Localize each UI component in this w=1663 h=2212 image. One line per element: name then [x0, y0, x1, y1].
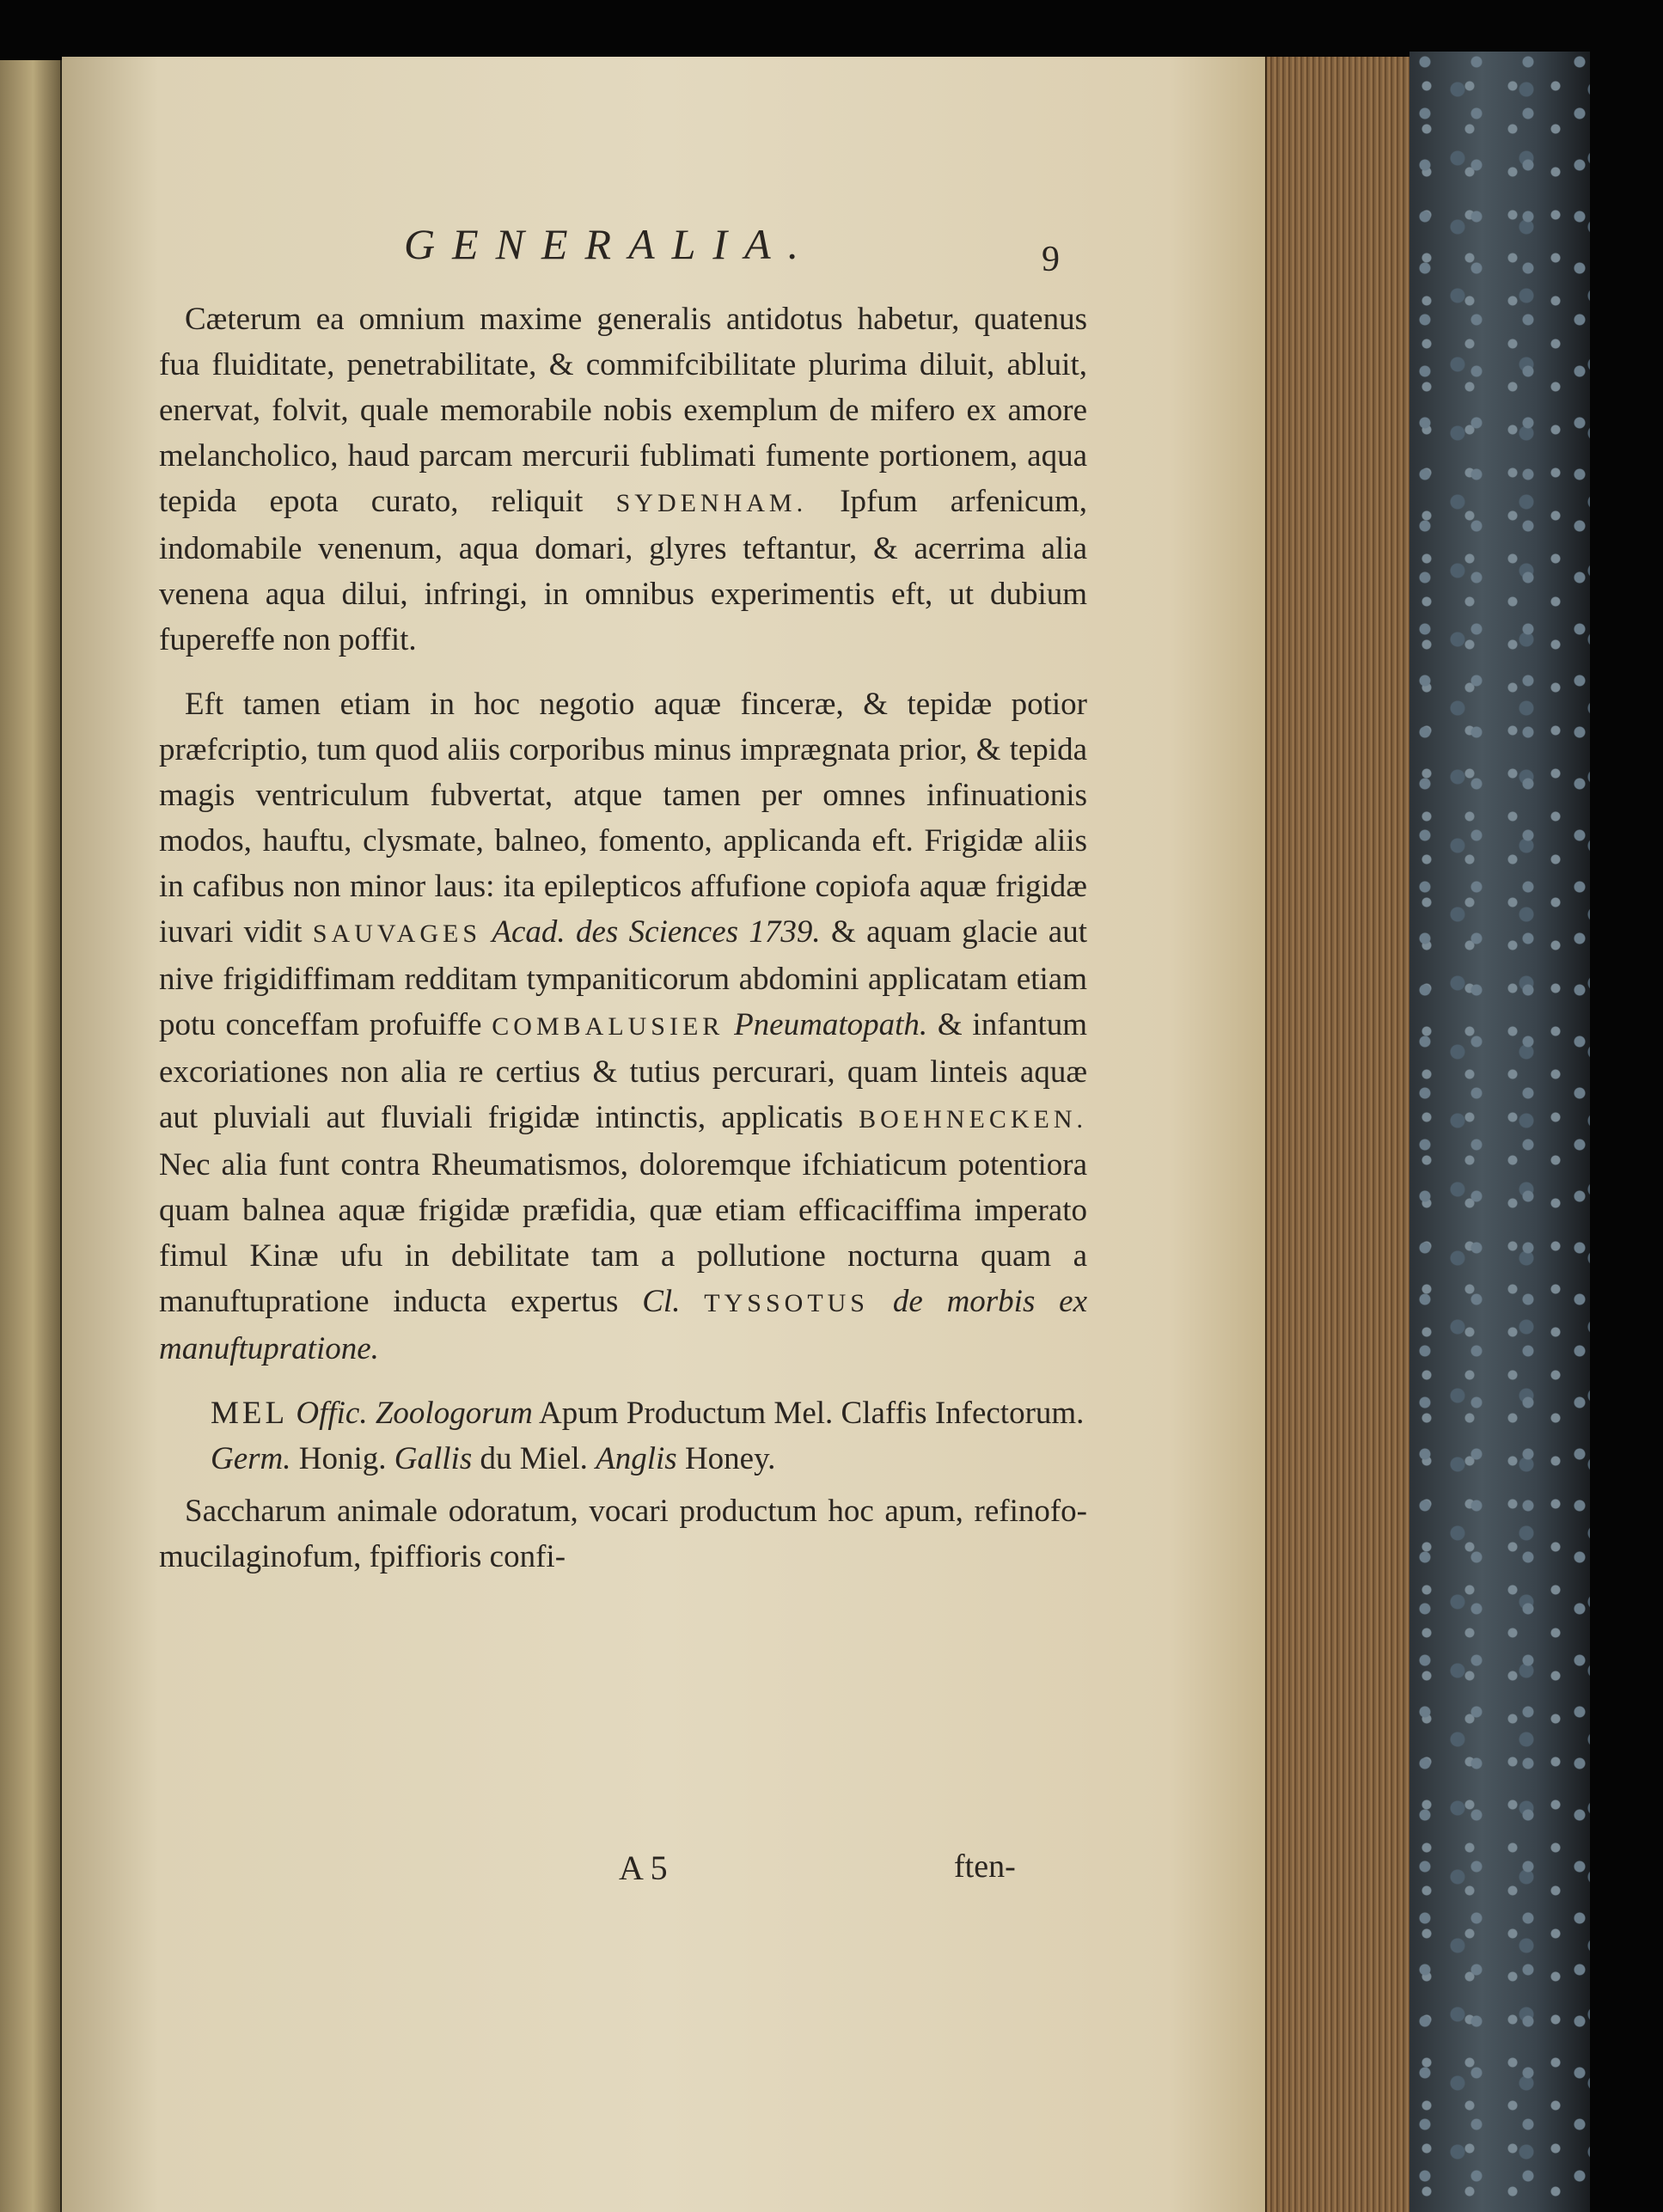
citation: Pneumatopath.: [734, 1007, 928, 1042]
paragraph-2: [159, 681, 1087, 1372]
entry-text: Apum Productum Mel. Claffis Infectorum.: [539, 1396, 1085, 1431]
author-name: BOEHNECKEN.: [859, 1105, 1087, 1133]
paragraph-1: [159, 296, 1087, 663]
book-cover: [1409, 52, 1590, 2212]
body-text: [159, 296, 1087, 1598]
citation: Acad. des Sciences 1739.: [492, 914, 821, 950]
entry-text: Honey.: [684, 1441, 776, 1476]
paragraph-3: Saccharum animale odoratum, vocari productum hoc apum, refinofo-mucilaginofum, fpiffioris confi-: [159, 1494, 1087, 1574]
paragraph-2-part-a: Eft tamen etiam in hoc negotio aquæ finceræ, & tepidæ potior præfcriptio, tum quod aliis corporibus minus imprægnata prior, & tepida magis ventriculum fubvertat, atque tamen per omnes infinuationis modos, hauftu, clysmate, balneo, fomento, applicanda eft. Frigidæ aliis in cafibus non minor laus: ita epilepticos affufione copiofa aquæ frigidæ iuvari vidit: [159, 687, 1087, 950]
citation: Cl.: [642, 1284, 681, 1319]
running-head: GENERALIA.: [404, 220, 816, 268]
signature-mark: A 5: [619, 1848, 668, 1887]
facing-page-edge: [0, 60, 63, 2212]
entry-text: Honig.: [298, 1441, 387, 1476]
author-name: TYSSOTUS: [704, 1289, 869, 1317]
entry-mel: [211, 1390, 1087, 1482]
paragraph-2-part-d: Nec alia funt contra Rheumatismos, doloremque ifchiaticum potentiora quam balnea aquæ frigidæ præfidia, quæ etiam efficaciffima imperato fimul Kinæ ufu in debilitate tam a pollutione nocturna quam a manuftupratione inducta expertus: [159, 1147, 1087, 1319]
paragraph-2-part-c: & infantum excoriationes non alia re certius & tutius percurari, quam linteis aquæ aut pluviali aut fluviali frigidæ intinctis, applicatis: [159, 1007, 1088, 1135]
paragraph-2-part-b: & aquam glacie aut nive frigidiffimam redditam tympaniticorum abdomini applicatam etiam potu conceffam profuiffe: [159, 914, 1088, 1042]
author-name: COMBALUSIER: [492, 1012, 725, 1041]
entry-headword: MEL: [211, 1396, 289, 1431]
author-name: SAUVAGES: [312, 920, 482, 948]
catchword: ften-: [954, 1848, 1016, 1885]
page-fore-edge: [1265, 57, 1413, 2212]
entry-text: du Miel.: [480, 1441, 588, 1476]
entry-italic: Offic. Zoologorum: [296, 1396, 533, 1431]
entry-italic: Gallis: [394, 1441, 473, 1476]
author-name: SYDENHAM.: [615, 489, 808, 517]
page-number: 9: [1042, 240, 1060, 279]
paragraph-1-text: Cæterum ea omnium maxime generalis antidotus habetur, quatenus fua fluiditate, penetrabilitate, & commifcibilitate plurima diluit, abluit, enervat, folvit, quale memorabile nobis exemplum de mifero ex amore melancholico, haud parcam mercurii fublimati fumente portionem, aqua tepida epota curato, reliquit: [159, 302, 1087, 519]
paragraph-1-rest: Ipfum arfenicum, indomabile venenum, aqua domari, glyres teftantur, & acerrima alia venena aqua dilui, infringi, in omnibus experimentis eft, ut dubium fupereffe non poffit.: [159, 484, 1087, 657]
entry-italic: Germ.: [211, 1441, 291, 1476]
citation: de morbis ex manuftupratione.: [159, 1284, 1088, 1366]
entry-italic: Anglis: [596, 1441, 677, 1476]
